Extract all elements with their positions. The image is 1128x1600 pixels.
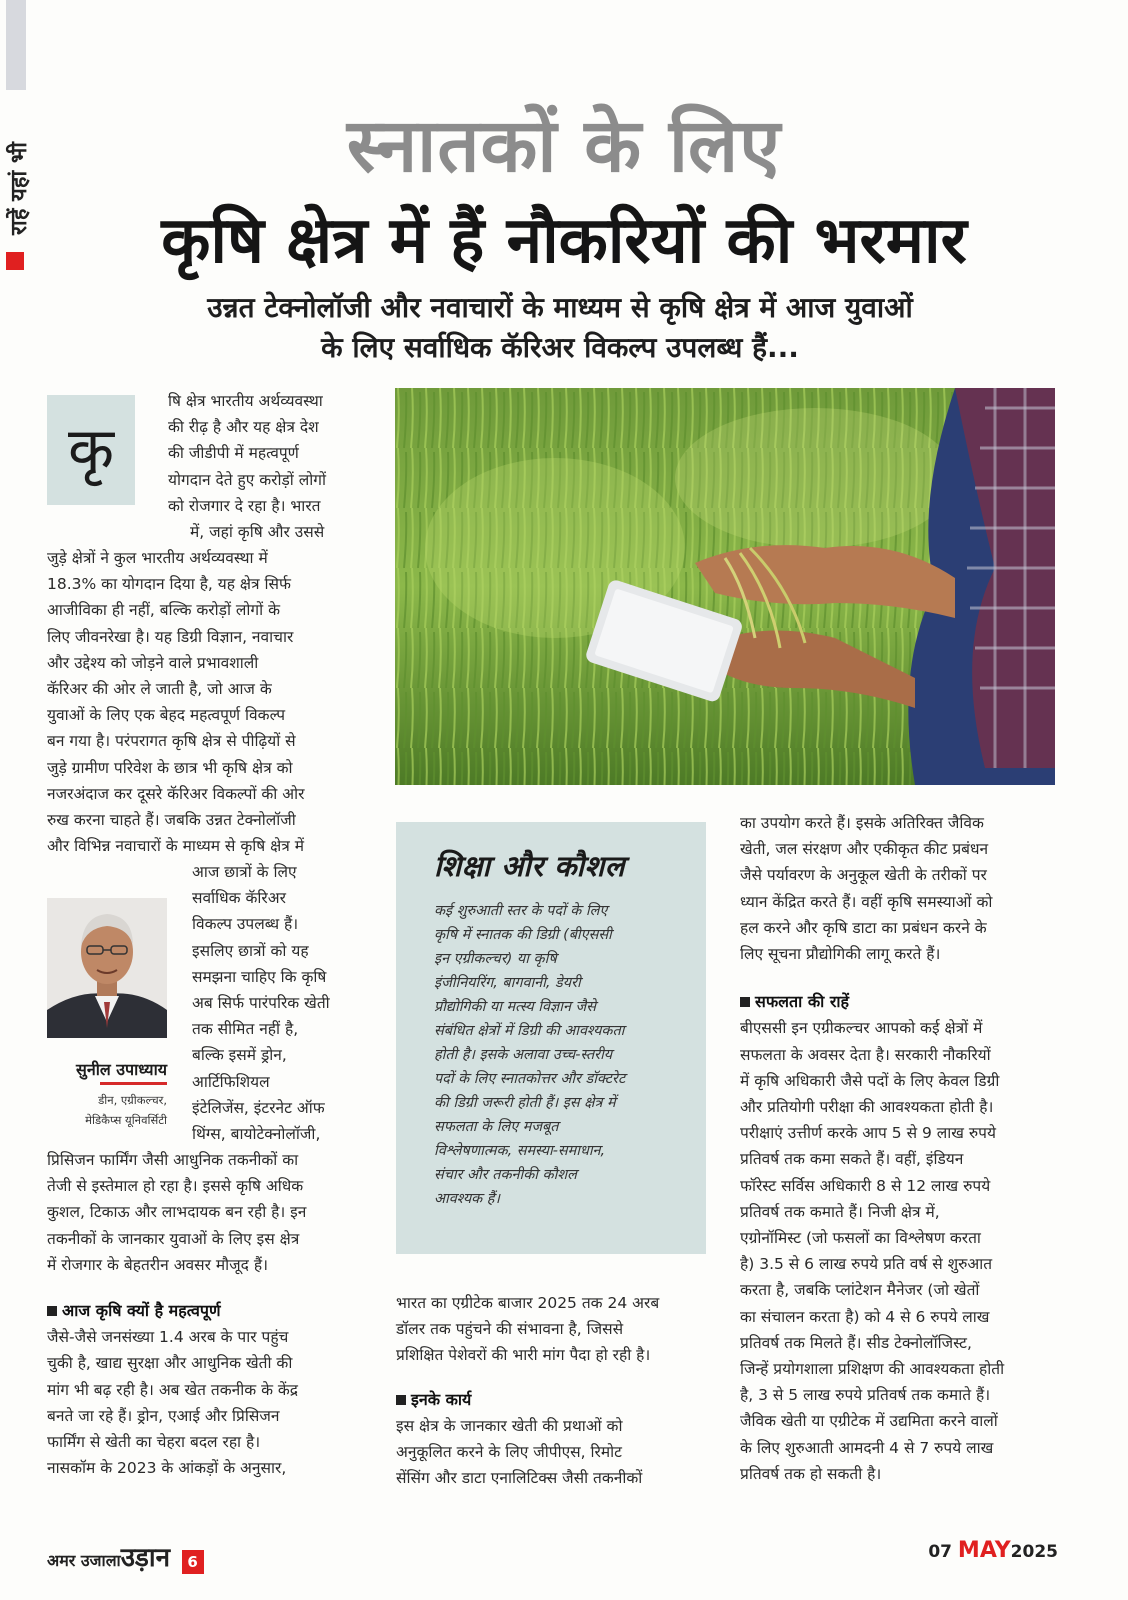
col1-beside-photo [192, 859, 377, 1147]
text-line: और विभिन्न नवाचारों के माध्यम से कृषि क्षेत्र में [47, 837, 305, 856]
text-line: विकल्प उपलब्ध हैं। [192, 915, 299, 934]
col1-beside-cap [168, 388, 368, 545]
hero-photo [395, 388, 1055, 785]
text-line: रुख करना चाहते हैं। जबकि उन्नत टेक्नोलॉजी [47, 811, 296, 830]
date-month: MAY [957, 1538, 1011, 1563]
footer-date [928, 1538, 1058, 1563]
text-line: समझना चाहिए कि कृषि [192, 967, 327, 986]
text-line: प्रतिवर्ष तक कमाते हैं। निजी क्षेत्र में, [740, 1202, 940, 1221]
text-line: और प्रतियोगी परीक्षा की आवश्यकता होती है। [740, 1098, 994, 1117]
text-line: खेती, जल संरक्षण और एकीकृत कीट प्रबंधन [740, 840, 989, 859]
text-line: सर्वाधिक कॅरिअर [192, 889, 286, 908]
text-line: तेजी से इस्तेमाल हो रहा है। इससे कृषि अधिक [47, 1177, 304, 1196]
author-role-line1: डीन, एग्रीकल्चर, [98, 1093, 167, 1107]
text-line: नजरअंदाज कर दूसरे कॅरिअर विकल्पों की ओर [47, 784, 305, 803]
bullet-square-icon [47, 1306, 57, 1316]
text-line: भारत का एग्रीटेक बाजार 2025 तक 24 अरब [396, 1294, 660, 1312]
brand-name: अमर उजाला [47, 1551, 121, 1570]
text-line: प्रशिक्षित पेशेवरों की भारी मांग पैदा हो रही है। [396, 1346, 651, 1365]
section-heading [396, 1387, 716, 1413]
text-line: इंटेलिजेंस, इंटरनेट ऑफ [192, 1098, 325, 1117]
text-line: आजीविका ही नहीं, बल्कि करोड़ों लोगों के [47, 601, 280, 620]
box-body [434, 899, 686, 1211]
text-line: आवश्यक हैं। [434, 1191, 500, 1207]
text-line: प्रतिवर्ष तक कमा सकते हैं। वहीं, इंडियन [740, 1150, 964, 1169]
author-portrait-icon [47, 898, 167, 1038]
text-line: जुड़े क्षेत्रों ने कुल भारतीय अर्थव्यवस्था में [47, 549, 268, 567]
strip-grey-block [6, 0, 26, 90]
text-line: इन एग्रीकल्चर) या कृषि [434, 951, 557, 967]
text-line: में रोजगार के बेहतरीन अवसर मौजूद हैं। [47, 1255, 268, 1274]
text-line: कॅरिअर की ओर ले जाती है, जो आज के [47, 680, 272, 699]
date-year: 2025 [1010, 1542, 1058, 1562]
education-skills-box [396, 822, 706, 1254]
col1-full-text-2 [47, 1147, 377, 1278]
text-line: योगदान देते हुए करोड़ों लोगों [168, 470, 326, 489]
text-line: लिए जीवनरेखा है। यह डिग्री विज्ञान, नवाचार [47, 627, 294, 646]
text-line: सफलता के लिए मजबूत [434, 1119, 559, 1135]
text-line: जैसे पर्यावरण के अनुकूल खेती के तरीकों पर [740, 866, 987, 885]
author-role [47, 1090, 167, 1130]
text-line: प्रतिवर्ष तक हो सकती है। [740, 1464, 882, 1483]
text-line: नासकॉम के 2023 के आंकड़ों के अनुसार, [47, 1459, 287, 1478]
text-line: बल्कि इसमें ड्रोन, [192, 1046, 287, 1065]
text-line: आज छात्रों के लिए [192, 863, 297, 881]
text-line: एग्रोनॉमिस्ट (जो फसलों का विश्लेषण करता [740, 1229, 981, 1248]
text-line: की डिग्री जरूरी होती हैं। इस क्षेत्र में [434, 1095, 616, 1111]
paragraph-gap [740, 967, 1060, 989]
col2-text [396, 1290, 716, 1491]
text-line: में कृषि अधिकारी जैसे पदों के लिए केवल डिग्री [740, 1071, 1000, 1090]
text-line: तकनीकों के जानकार युवाओं के लिए इस क्षेत्र [47, 1229, 300, 1248]
text-line: प्रिसिजन फार्मिंग जैसी आधुनिक तकनीकों का [47, 1151, 299, 1169]
text-line: तक सीमित नहीं है, [192, 1020, 299, 1039]
headline-line2: कृषि क्षेत्र में हैं नौकरियों की भरमार [161, 204, 967, 278]
text-line: परीक्षाएं उत्तीर्ण करके आप 5 से 9 लाख रुपये [740, 1124, 996, 1143]
text-line: कुशल, टिकाऊ और लाभदायक बन रही है। इन [47, 1203, 307, 1222]
deck-line1: उन्नत टेक्नोलॉजी और नवाचारों के माध्यम से कृषि क्षेत्र में आज युवाओं [207, 291, 913, 324]
text-line: होती है। इसके अलावा उच्च-स्तरीय [434, 1047, 613, 1063]
drop-cap: कृ [47, 395, 135, 505]
text-line: है, 3 से 5 लाख रुपये प्रतिवर्ष तक कमाते हैं। [740, 1386, 991, 1405]
deck-line2: के लिए सर्वाधिक कॅरिअर विकल्प उपलब्ध हैं... [321, 331, 799, 364]
section-heading [740, 989, 1060, 1015]
text-line: चुकी है, खाद्य सुरक्षा और आधुनिक खेती की [47, 1354, 293, 1373]
text-line: इंजीनियरिंग, बागवानी, डेयरी [434, 975, 581, 991]
farmer-tablet-rice-field-icon [395, 388, 1055, 785]
section-heading-text: इनके कार्य [411, 1389, 472, 1409]
col3-text [740, 810, 1060, 1487]
text-line: बन गया है। परंपरागत कृषि क्षेत्र से पीढ़ियों से [47, 732, 296, 751]
text-line: थिंग्स, बायोटेक्नोलॉजी, [192, 1125, 321, 1144]
paragraph-gap [396, 1369, 716, 1387]
footer-brand [47, 1538, 204, 1574]
text-line: आर्टिफिशियल [192, 1072, 270, 1091]
col1-full-text-1 [47, 545, 377, 859]
author-underline [100, 1082, 167, 1085]
text-line: को रोजगार दे रहा है। भारत [168, 496, 321, 515]
text-line: इस क्षेत्र के जानकार खेती की प्रथाओं को [396, 1416, 623, 1435]
text-line: बनते जा रहे हैं। ड्रोन, एआई और प्रिसिजन [47, 1406, 280, 1425]
deck [110, 288, 1010, 368]
text-line: फॉरेस्ट सर्विस अधिकारी 8 से 12 लाख रुपये [740, 1176, 991, 1195]
text-line: षि क्षेत्र भारतीय अर्थव्यवस्था [168, 392, 323, 410]
section-heading-text: आज कृषि क्यों है महत्वपूर्ण [62, 1301, 221, 1320]
date-day: 07 [928, 1542, 952, 1562]
section-heading [47, 1298, 377, 1324]
author-photo [47, 898, 167, 1038]
text-line: इसलिए छात्रों को यह [192, 941, 309, 960]
text-line: कृषि में स्नातक की डिग्री (बीएससी [434, 927, 612, 943]
bullet-square-icon [740, 997, 750, 1007]
text-line: विश्लेषणात्मक, समस्या-समाधान, [434, 1143, 606, 1159]
section-heading-text: सफलता की राहें [755, 992, 850, 1012]
text-line: सेंसिंग और डाटा एनालिटिक्स जैसी तकनीकों [396, 1469, 643, 1488]
brand-supplement: उड़ान [120, 1543, 171, 1573]
text-line: जिन्हें प्रयोगशाला प्रशिक्षण की आवश्यकता होती [740, 1360, 1005, 1379]
text-line: 18.3% का योगदान दिया है, यह क्षेत्र सिर्फ [47, 575, 291, 594]
text-line: हल करने और कृषि डाटा का प्रबंधन करने के [740, 918, 987, 937]
text-line: प्रतिवर्ष तक मिलते हैं। सीड टेक्नोलॉजिस्ट, [740, 1333, 972, 1352]
text-line: है) 3.5 से 6 लाख रुपये प्रति वर्ष से शुरुआत [740, 1255, 993, 1274]
text-line: संचार और तकनीकी कौशल [434, 1167, 577, 1183]
text-line: की रीढ़ है और यह क्षेत्र देश [168, 418, 319, 437]
text-line: का संचालन करता है) को 4 से 6 रुपये लाख [740, 1307, 990, 1326]
text-line: ध्यान केंद्रित करते हैं। वहीं कृषि समस्याओं को [740, 892, 993, 911]
text-line: डॉलर तक पहुंचने की संभावना है, जिससे [396, 1320, 624, 1339]
text-line: युवाओं के लिए एक बेहद महत्वपूर्ण विकल्प [47, 706, 286, 725]
text-line: प्रौद्योगिकी या मत्स्य विज्ञान जैसे [434, 999, 596, 1015]
section-label: राहें यहां भी [7, 141, 32, 235]
text-line: बीएससी इन एग्रीकल्चर आपको कई क्षेत्रों में [740, 1019, 983, 1038]
text-line: लिए सूचना प्रौद्योगिकी लागू करते हैं। [740, 945, 941, 964]
text-line: जुड़े ग्रामीण परिवेश के छात्र भी कृषि क्षेत्र को [47, 758, 293, 777]
bullet-square-icon [396, 1395, 406, 1405]
text-line: करता है, जबकि प्लांटेशन मैनेजर (जो खेतों [740, 1281, 980, 1300]
text-line: के लिए शुरुआती आमदनी 4 से 7 रुपये लाख [740, 1438, 994, 1457]
text-line: कई शुरुआती स्तर के पदों के लिए [434, 903, 608, 919]
col1-section-why [47, 1298, 377, 1481]
text-line: अनुकूलित करने के लिए जीपीएस, रिमोट [396, 1443, 622, 1462]
text-line: जैसे-जैसे जनसंख्या 1.4 अरब के पार पहुंच [47, 1328, 289, 1347]
text-line: पदों के लिए स्नातकोत्तर और डॉक्टरेट [434, 1071, 626, 1087]
page-number: 6 [182, 1550, 204, 1574]
text-line: फार्मिंग से खेती का चेहरा बदल रहा है। [47, 1433, 261, 1452]
text-line: जैविक खेती या एग्रीटेक में उद्यमिता करने वालों [740, 1412, 998, 1431]
text-line: मांग भी बढ़ रही है। अब खेत तकनीक के केंद्र [47, 1380, 299, 1399]
author-role-line2: मेडिकैप्स यूनिवर्सिटी [85, 1113, 167, 1127]
headline-line1: स्नातकों के लिए [346, 103, 782, 189]
text-line: में, जहां कृषि और उससे [190, 523, 325, 542]
text-line: सफलता के अवसर देता है। सरकारी नौकरियों [740, 1045, 991, 1064]
text-line: की जीडीपी में महत्वपूर्ण [168, 444, 299, 463]
author-name: सुनील उपाध्याय [76, 1060, 167, 1079]
text-line: संबंधित क्षेत्रों में डिग्री की आवश्यकता [434, 1023, 625, 1039]
text-line: का उपयोग करते हैं। इसके अतिरिक्त जैविक [740, 814, 984, 832]
box-title: शिक्षा और कौशल [434, 849, 625, 883]
text-line: अब सिर्फ पारंपरिक खेती [192, 994, 330, 1013]
text-line: और उद्देश्य को जोड़ने वाले प्रभावशाली [47, 653, 259, 672]
